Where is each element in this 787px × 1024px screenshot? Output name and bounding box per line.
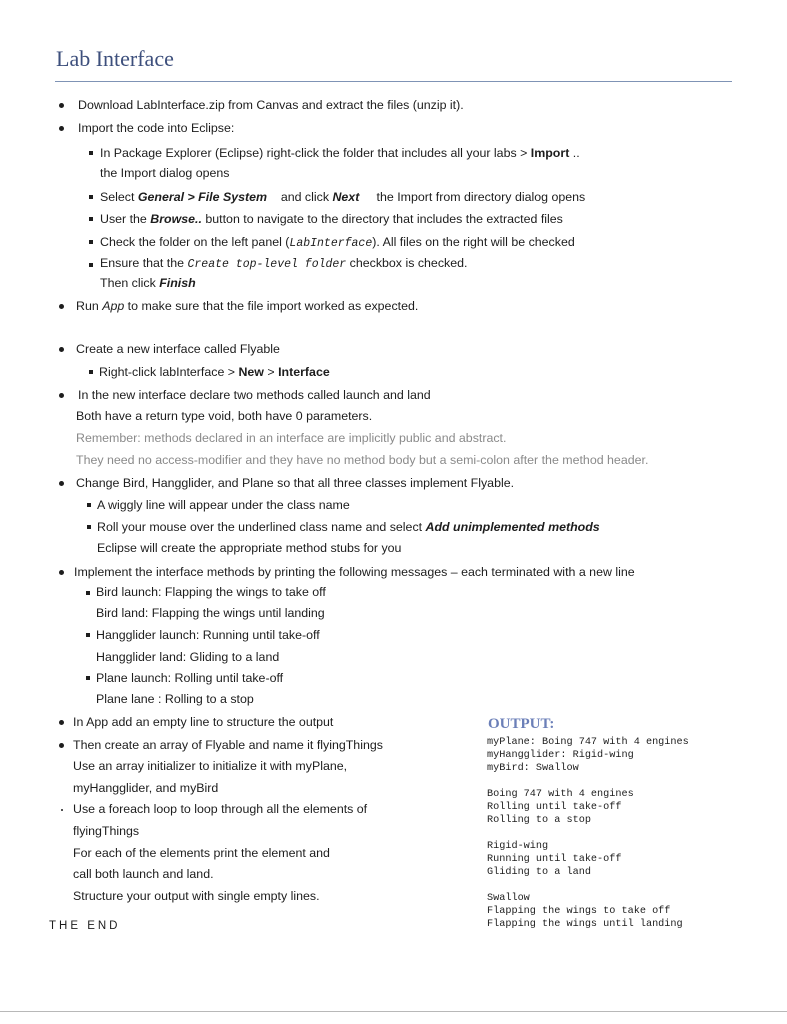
- step-array-elements: myHangglider, and myBird: [73, 781, 219, 795]
- sub-bullet: [86, 591, 90, 595]
- step-structure-output: Structure your output with single empty lines.: [73, 889, 320, 903]
- text: User the: [100, 212, 151, 226]
- sub-bullet: [89, 195, 93, 199]
- step-import: Import the code into Eclipse:: [78, 121, 235, 135]
- step-declare-methods: In the new interface declare two methods called launch and land: [78, 388, 431, 402]
- bullet-dot: [59, 347, 64, 352]
- bullet-dot: [59, 126, 64, 131]
- sub-bullet: [89, 240, 93, 244]
- output-line: Gliding to a land: [487, 867, 591, 878]
- step-run-app: [76, 299, 418, 314]
- substep-package-explorer: [100, 146, 580, 161]
- bullet-dot: [59, 743, 64, 748]
- text: Ensure that the: [100, 256, 188, 270]
- next-label: Next: [332, 190, 360, 204]
- step-create-interface: Create a new interface called Flyable: [76, 342, 280, 356]
- text: Roll your mouse over the underlined class name and select: [97, 520, 426, 534]
- text: and click: [280, 190, 333, 204]
- text: checkbox is checked.: [346, 256, 468, 270]
- output-line: Boing 747 with 4 engines: [487, 789, 634, 800]
- output-line: Swallow: [487, 893, 530, 904]
- bullet-dot: [59, 720, 64, 725]
- bullet-dot: [59, 481, 64, 486]
- sub-bullet: [86, 676, 90, 680]
- the-end-label: THE END: [49, 920, 121, 932]
- bird-land: Bird land: Flapping the wings until landing: [96, 606, 325, 620]
- finish-label: Finish: [159, 276, 196, 290]
- output-line: Rolling until take-off: [487, 802, 622, 813]
- step-return-type: Both have a return type void, both have 0 parameters.: [76, 409, 373, 423]
- import-label: Import: [530, 146, 570, 160]
- output-line: Flapping the wings until landing: [487, 919, 683, 930]
- substep-dialog-opens: the Import dialog opens: [100, 166, 230, 180]
- remember-note: Remember: methods declared in an interface are implicitly public and abstract.: [76, 431, 507, 445]
- text: Then click: [100, 276, 160, 290]
- text: to make sure that the file import worked as expected.: [124, 299, 419, 313]
- step-change-classes: Change Bird, Hangglider, and Plane so that all three classes implement Flyable.: [76, 476, 515, 490]
- text: ). All files on the right will be checked: [372, 235, 575, 249]
- plane-land: Plane lane : Rolling to a stop: [96, 692, 254, 706]
- output-line: Rigid-wing: [487, 841, 549, 852]
- hangglider-launch: Hangglider launch: Running until take-off: [96, 628, 320, 642]
- new-label: New: [238, 365, 264, 379]
- sub-bullet: [87, 525, 91, 529]
- step-print-element: For each of the elements print the element and: [73, 846, 330, 860]
- substep-right-click: [99, 365, 330, 380]
- page-bottom-rule: [0, 1011, 787, 1012]
- step-launch-land: call both launch and land.: [73, 867, 214, 881]
- substep-method-stubs: Eclipse will create the appropriate method stubs for you: [97, 541, 402, 555]
- text: Select: [100, 190, 138, 204]
- output-line: Flapping the wings to take off: [487, 906, 671, 917]
- output-line: Rolling to a stop: [487, 815, 591, 826]
- step-array-initializer: Use an array initializer to initialize it with myPlane,: [73, 759, 348, 773]
- substep-create-top-level: [100, 256, 467, 272]
- sub-bullet: [89, 151, 93, 155]
- page-title: Lab Interface: [56, 46, 174, 71]
- step-flyingthings: flyingThings: [73, 824, 140, 838]
- output-line: myBird: Swallow: [487, 763, 579, 774]
- app-label: App: [102, 299, 125, 313]
- labinterface-code: LabInterface: [289, 237, 373, 250]
- substep-wiggly-line: A wiggly line will appear under the class name: [97, 498, 350, 512]
- text: >: [263, 365, 279, 379]
- output-line: myPlane: Boing 747 with 4 engines: [487, 737, 689, 748]
- text: Run: [76, 299, 103, 313]
- text: button to navigate to the directory that includes the extracted files: [201, 212, 563, 226]
- step-download: Download LabInterface.zip from Canvas and extract the files (unzip it).: [78, 98, 464, 112]
- step-implement-methods: Implement the interface methods by printing the following messages – each terminated with a new line: [74, 565, 635, 579]
- sub-bullet: [89, 217, 93, 221]
- output-line: Running until take-off: [487, 854, 622, 865]
- step-foreach: Use a foreach loop to loop through all the elements of: [73, 802, 368, 816]
- substep-check-folder: [100, 235, 575, 251]
- output-line: myHangglider: Rigid-wing: [487, 750, 634, 761]
- substep-add-unimplemented: [97, 520, 600, 535]
- sub-bullet: [89, 370, 93, 374]
- text: Right-click labInterface >: [99, 365, 239, 379]
- general-file-system-label: General > File System: [137, 190, 268, 204]
- sub-bullet: [87, 503, 91, 507]
- add-unimplemented-label: Add unimplemented methods: [425, 520, 600, 534]
- access-modifier-note: They need no access-modifier and they have no method body but a semi-colon after the method header.: [76, 453, 649, 467]
- substep-browse: [100, 212, 563, 227]
- interface-label: Interface: [278, 365, 330, 379]
- bullet-dot: [61, 809, 63, 811]
- hangglider-land: Hangglider land: Gliding to a land: [96, 650, 280, 664]
- text: the Import from directory dialog opens: [376, 190, 586, 204]
- text: ..: [569, 146, 580, 160]
- browse-label: Browse..: [150, 212, 202, 226]
- create-top-level-code: Create top-level folder: [187, 258, 347, 271]
- step-app-empty-line: In App add an empty line to structure the output: [73, 715, 334, 729]
- sub-bullet: [89, 263, 93, 267]
- substep-finish: [100, 276, 196, 291]
- sub-bullet: [86, 633, 90, 637]
- substep-select: [100, 190, 585, 205]
- title-underline: [55, 81, 732, 82]
- text: In Package Explorer (Eclipse) right-click the folder that includes all your labs >: [100, 146, 531, 160]
- step-create-array: Then create an array of Flyable and name it flyingThings: [73, 738, 383, 752]
- output-title: OUTPUT:: [488, 716, 555, 732]
- bird-launch: Bird launch: Flapping the wings to take off: [96, 585, 326, 599]
- bullet-dot: [59, 570, 64, 575]
- bullet-dot: [59, 103, 64, 108]
- text: Check the folder on the left panel (: [100, 235, 290, 249]
- plane-launch: Plane launch: Rolling until take-off: [96, 671, 284, 685]
- bullet-dot: [59, 393, 64, 398]
- bullet-dot: [59, 304, 64, 309]
